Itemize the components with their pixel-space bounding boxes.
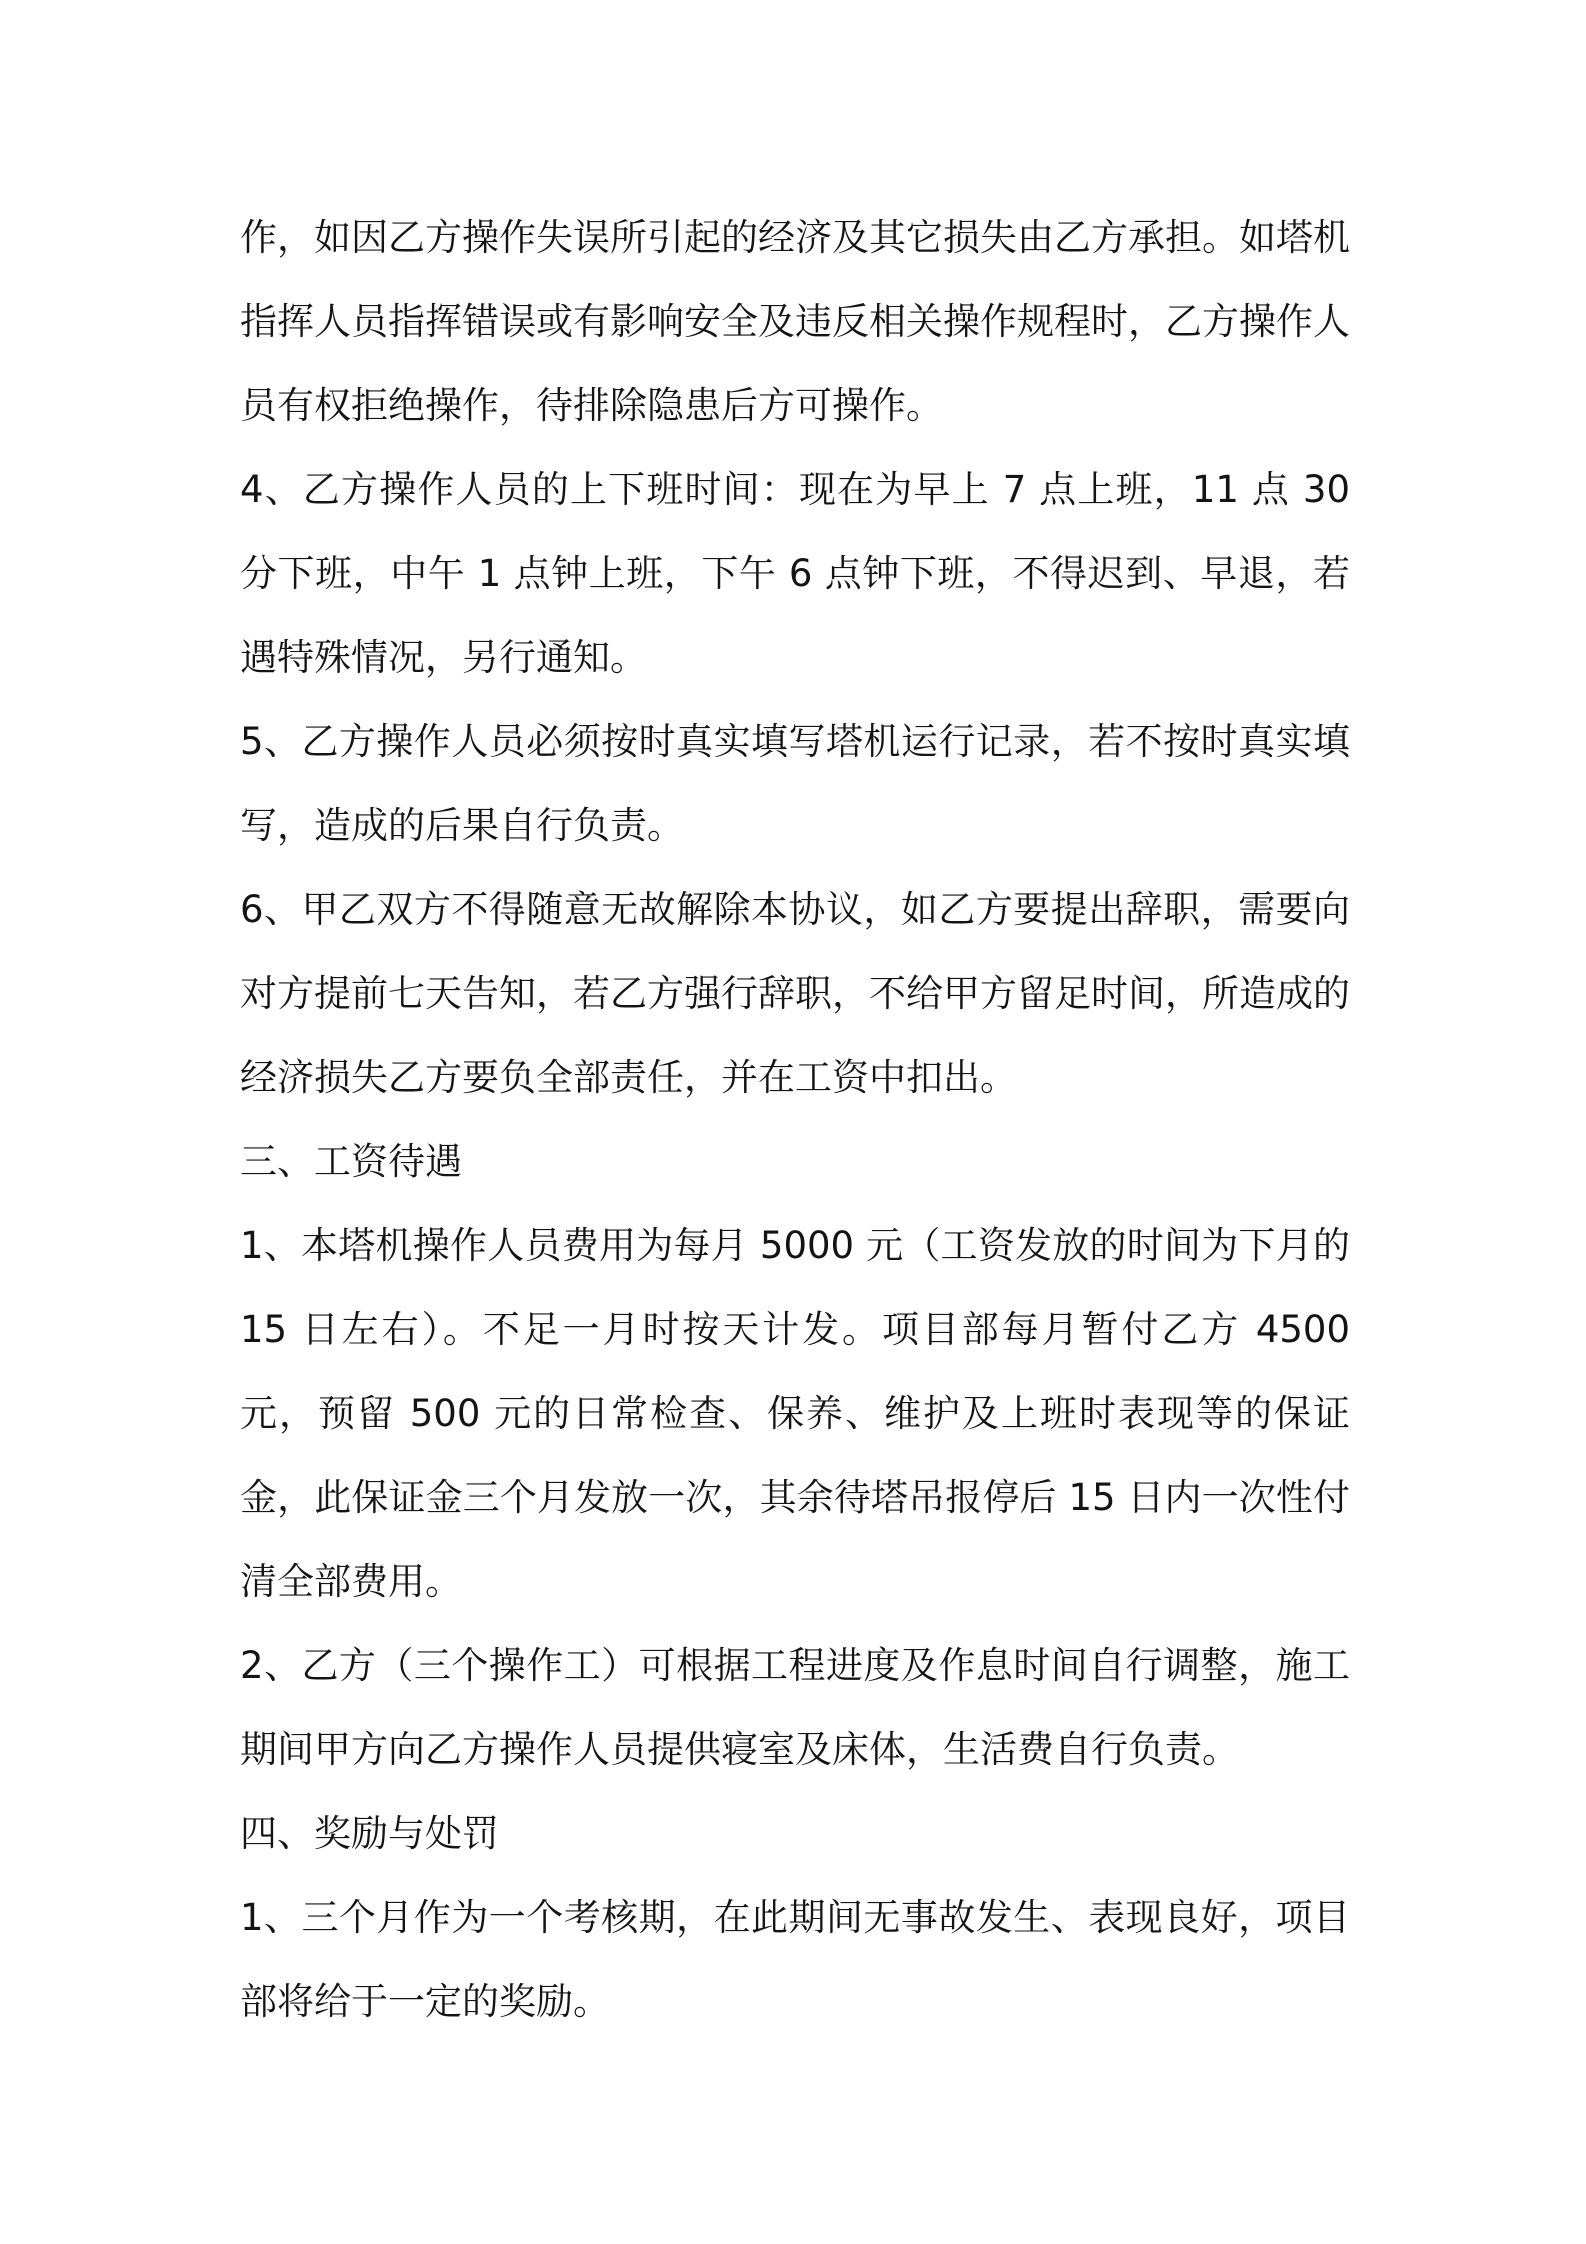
paragraph-continuation: 作，如因乙方操作失误所引起的经济及其它损失由乙方承担。如塔机指挥人员指挥错误或有影响安全及违反相关操作规程时，乙方操作人员有权拒绝操作，待排除隐患后方可操作。 xyxy=(240,216,1350,427)
section-heading-salary: 三、工资待遇 xyxy=(240,1140,462,1183)
section-heading-rewards: 四、奖励与处罚 xyxy=(240,1812,499,1855)
paragraph-clause-2-6: 6、甲乙双方不得随意无故解除本协议，如乙方要提出辞职，需要向对方提前七天告知，若乙方强行辞职，不给甲方留足时间，所造成的经济损失乙方要负全部责任，并在工资中扣出。 xyxy=(240,888,1350,1099)
paragraph-clause-2-4: 4、乙方操作人员的上下班时间：现在为早上 7 点上班，11 点 30 分下班，中午 1 点钟上班，下午 6 点钟下班，不得迟到、早退，若遇特殊情况，另行通知。 xyxy=(240,468,1350,679)
paragraph-clause-4-1: 1、三个月作为一个考核期，在此期间无事故发生、表现良好，项目部将给于一定的奖励。 xyxy=(240,1896,1350,2023)
paragraph-clause-3-1: 1、本塔机操作人员费用为每月 5000 元（工资发放的时间为下月的 15 日左右）。不足一月时按天计发。项目部每月暂付乙方 4500 元，预留 500 元的日常检查、保养、维护及上班时表现等的保证金，此保证金三个月发放一次，其余待塔吊报停后 15 日内一次性付清全部费用。 xyxy=(240,1224,1350,1603)
paragraph-clause-3-2: 2、乙方（三个操作工）可根据工程进度及作息时间自行调整，施工期间甲方向乙方操作人员提供寝室及床体，生活费自行负责。 xyxy=(240,1644,1350,1771)
paragraph-clause-2-5: 5、乙方操作人员必须按时真实填写塔机运行记录，若不按时真实填写，造成的后果自行负责。 xyxy=(240,720,1350,847)
document-body xyxy=(240,196,1350,2044)
